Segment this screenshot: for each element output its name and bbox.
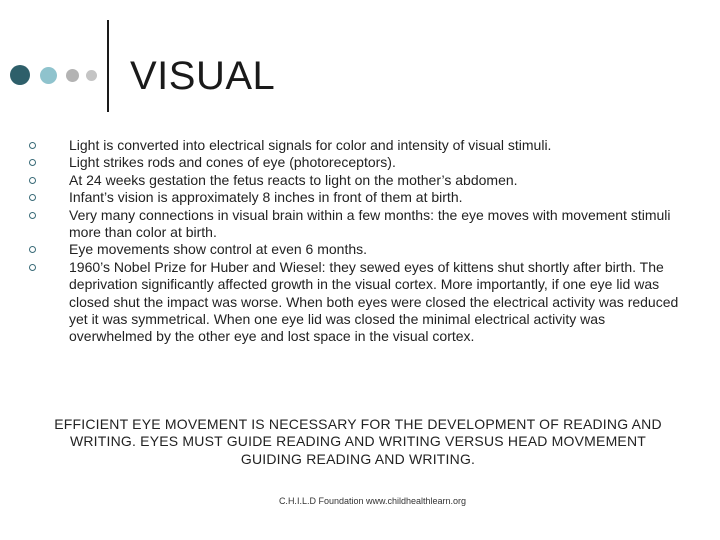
bullet-text: Eye movements show control at even 6 months. xyxy=(69,241,368,258)
bullet-circle-icon xyxy=(29,264,36,271)
bullet-text: Light strikes rods and cones of eye (photoreceptors). xyxy=(69,154,396,171)
footer-credit: C.H.I.L.D Foundation www.childhealthlearn.org xyxy=(278,496,467,506)
bullet-item xyxy=(0,172,720,189)
bullet-item xyxy=(0,207,720,242)
conclusion-text: EFFICIENT EYE MOVEMENT IS NECESSARY FOR THE DEVELOPMENT OF READING AND WRITING. EYES MUST GUIDE READING AND WRITING VERSUS HEAD MOVMEMENT GUIDING READING AND WRITING. xyxy=(54,416,662,467)
bullet-item xyxy=(0,154,720,171)
bullet-text: Very many connections in visual brain within a few months: the eye moves with movement stimuli more than color at birth. xyxy=(69,206,671,241)
bullet-list xyxy=(0,137,720,346)
slide-title: VISUAL xyxy=(130,54,276,98)
bullet-item xyxy=(0,137,720,154)
decorative-dot-gray xyxy=(66,69,79,82)
bullet-circle-icon xyxy=(29,177,36,184)
bullet-item xyxy=(0,189,720,206)
bullet-text: Infant’s vision is approximately 8 inches in front of them at birth. xyxy=(69,189,463,206)
decorative-dot-dark xyxy=(10,65,30,85)
bullet-circle-icon xyxy=(29,159,36,166)
bullet-circle-icon xyxy=(29,194,36,201)
decorative-dot-light-teal xyxy=(40,67,57,84)
bullet-circle-icon xyxy=(29,212,36,219)
bullet-item xyxy=(0,241,720,258)
decorative-dot-light-gray xyxy=(86,70,97,81)
bullet-text: Light is converted into electrical signals for color and intensity of visual stimuli. xyxy=(69,137,552,153)
bullet-text: At 24 weeks gestation the fetus reacts to light on the mother’s abdomen. xyxy=(69,171,518,188)
bullet-item xyxy=(0,259,720,346)
bullet-circle-icon xyxy=(29,246,36,253)
bullet-circle-icon xyxy=(29,142,36,149)
title-divider-line xyxy=(107,20,109,112)
bullet-text: 1960’s Nobel Prize for Huber and Wiesel: they sewed eyes of kittens shut shortly after birth. The deprivation significantly affected growth in the visual cortex. More importantly, if one eye lid was closed shut the impact was worse. When both eyes were closed the electrical activity was reduced yet it was symmetrical. When one eye lid was closed the minimal electrical activity was overwhelmed by the other eye and lost space in the visual cortex. xyxy=(69,258,679,345)
